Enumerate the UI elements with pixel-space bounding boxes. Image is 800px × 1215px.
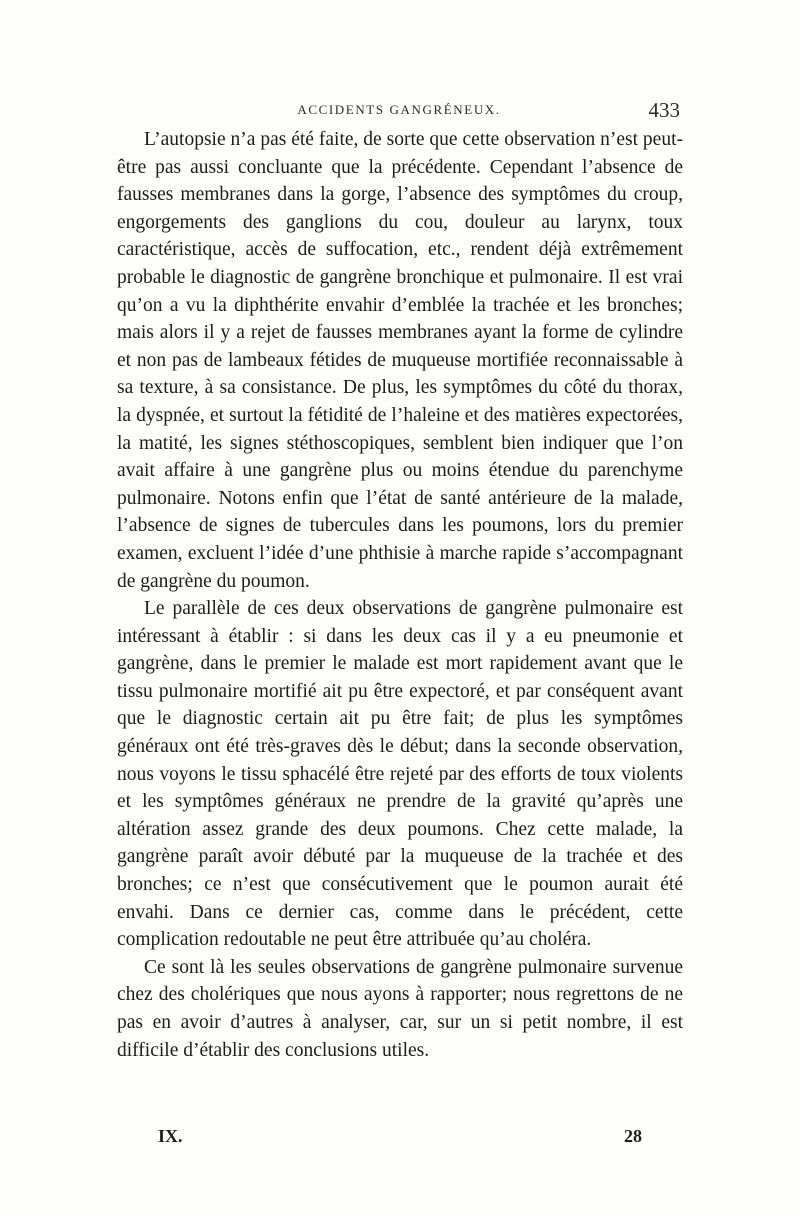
page-footer bbox=[158, 1126, 642, 1154]
paragraph-2: Le parallèle de ces deux observations de gangrène pulmonaire est intéressant à établir : si dans les deux cas il y a eu pneumonie et gangrène, dans le premier le malade est mort rapidement avant que le tissu pulmonaire mortifié ait pu être expectoré, et par conséquent avant que le diagnostic certain ait pu être fait; de plus les symptômes généraux ont été très-graves dès le début; dans la seconde observation, nous voyons le tissu sphacélé être rejeté par des efforts de toux violents et les symptômes généraux ne prendre de la gravité qu’après une altération assez grande des deux poumons. Chez cette malade, la gangrène paraît avoir débuté par la muqueuse de la trachée et des bronches; ce n’est que consécutivement que le poumon aurait été envahi. Dans ce dernier cas, comme dans le précédent, cette complication redoutable ne peut être attribuée qu’au choléra. bbox=[117, 598, 683, 951]
sheet-number: 28 bbox=[624, 1126, 642, 1146]
paragraph-1: L’autopsie n’a pas été faite, de sorte que cette observation n’est peut-être pas aussi concluante que la précédente. Cependant l’absence de fausses membranes dans la gorge, l’absence des symptômes du croup, engorgements des ganglions du cou, douleur au larynx, toux caractéristique, accès de suffocation, etc., rendent déjà extrêmement probable le diagnostic de gangrène bronchique et pulmonaire. Il est vrai qu’on a vu la diphthérite envahir d’emblée la trachée et les bronches; mais alors il y a rejet de fausses membranes ayant la forme de cylindre et non pas de lambeaux fétides de muqueuse mortifiée reconnaissable à sa texture, à sa consistance. De plus, les symptômes du côté du thorax, la dyspnée, et surtout la fétidité de l’haleine et des matières expectorées, la matité, les signes stéthoscopiques, semblent bien indiquer que l’on avait affaire à une gangrène plus ou moins étendue du parenchyme pulmonaire. Notons enfin que l’état de santé antérieure de la malade, l’absence de signes de tubercules dans les poumons, lors du premier examen, excluent l’idée d’une phthisie à marche rapide s’accompagnant de gangrène du poumon. bbox=[117, 129, 683, 592]
body-text bbox=[117, 126, 683, 1064]
page-number: 433 bbox=[648, 98, 680, 122]
running-title: ACCIDENTS GANGRÉNEUX. bbox=[297, 102, 501, 117]
paragraph-3: Ce sont là les seules observations de gangrène pulmonaire survenue chez des cholériques que nous ayons à rapporter; nous regrettons de ne pas en avoir d’autres à analyser, car, sur un si petit nombre, il est difficile d’établir des conclusions utiles. bbox=[117, 956, 683, 1061]
running-head bbox=[118, 98, 680, 122]
signature-mark: IX. bbox=[158, 1126, 183, 1146]
